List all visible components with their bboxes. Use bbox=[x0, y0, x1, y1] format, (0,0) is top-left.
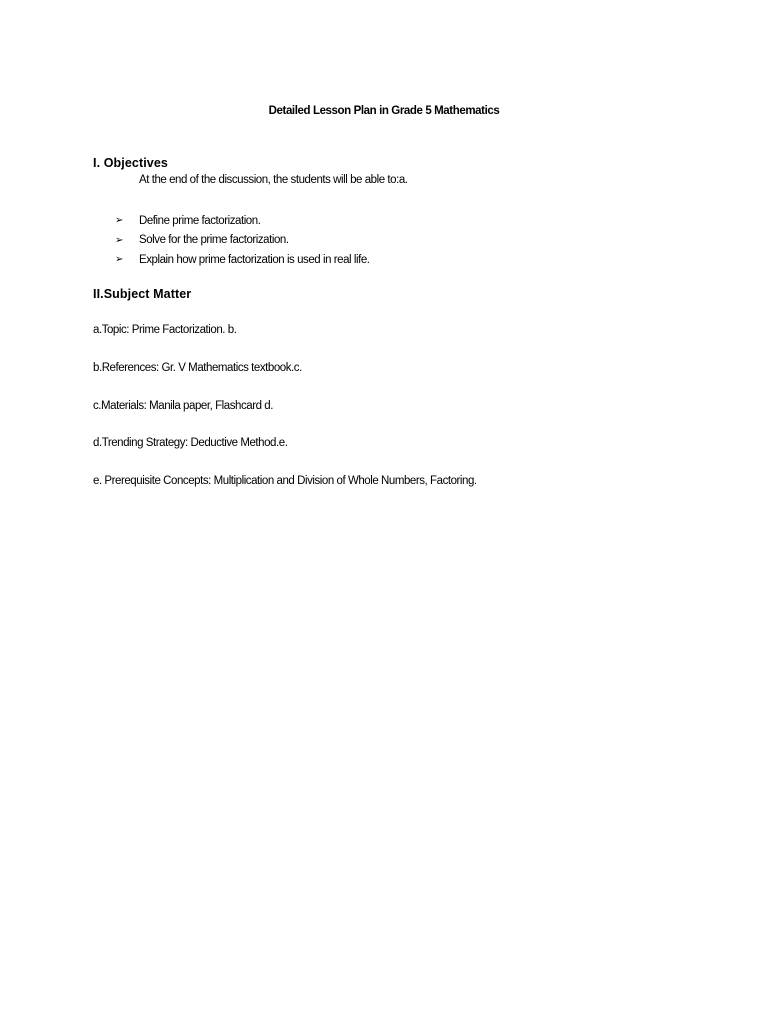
topic-line: a.Topic: Prime Factorization. b. bbox=[93, 324, 237, 336]
list-item bbox=[115, 250, 370, 270]
list-item-text: Explain how prime factorization is used in real life. bbox=[139, 253, 370, 266]
list-item-text: Solve for the prime factorization. bbox=[139, 234, 289, 247]
arrow-bullet-icon: ➢ bbox=[115, 254, 123, 266]
objectives-heading: I. Objectives bbox=[93, 156, 168, 170]
arrow-bullet-icon: ➢ bbox=[115, 234, 123, 246]
subject-matter-heading: II.Subject Matter bbox=[93, 287, 192, 301]
objectives-intro: At the end of the discussion, the students will be able to:a. bbox=[139, 174, 408, 186]
list-item-text: Define prime factorization. bbox=[139, 214, 261, 227]
document-title: Detailed Lesson Plan in Grade 5 Mathematics bbox=[268, 105, 500, 117]
arrow-bullet-icon: ➢ bbox=[115, 215, 123, 227]
strategy-line: d.Trending Strategy: Deductive Method.e. bbox=[93, 437, 288, 449]
references-line: b.References: Gr. V Mathematics textbook.c. bbox=[93, 362, 302, 374]
objectives-list bbox=[115, 211, 370, 270]
list-item bbox=[115, 231, 370, 251]
prerequisite-line: e. Prerequisite Concepts: Multiplication and Division of Whole Numbers, Factoring. bbox=[93, 475, 477, 487]
materials-line: c.Materials: Manila paper, Flashcard d. bbox=[93, 400, 273, 412]
list-item bbox=[115, 211, 370, 231]
